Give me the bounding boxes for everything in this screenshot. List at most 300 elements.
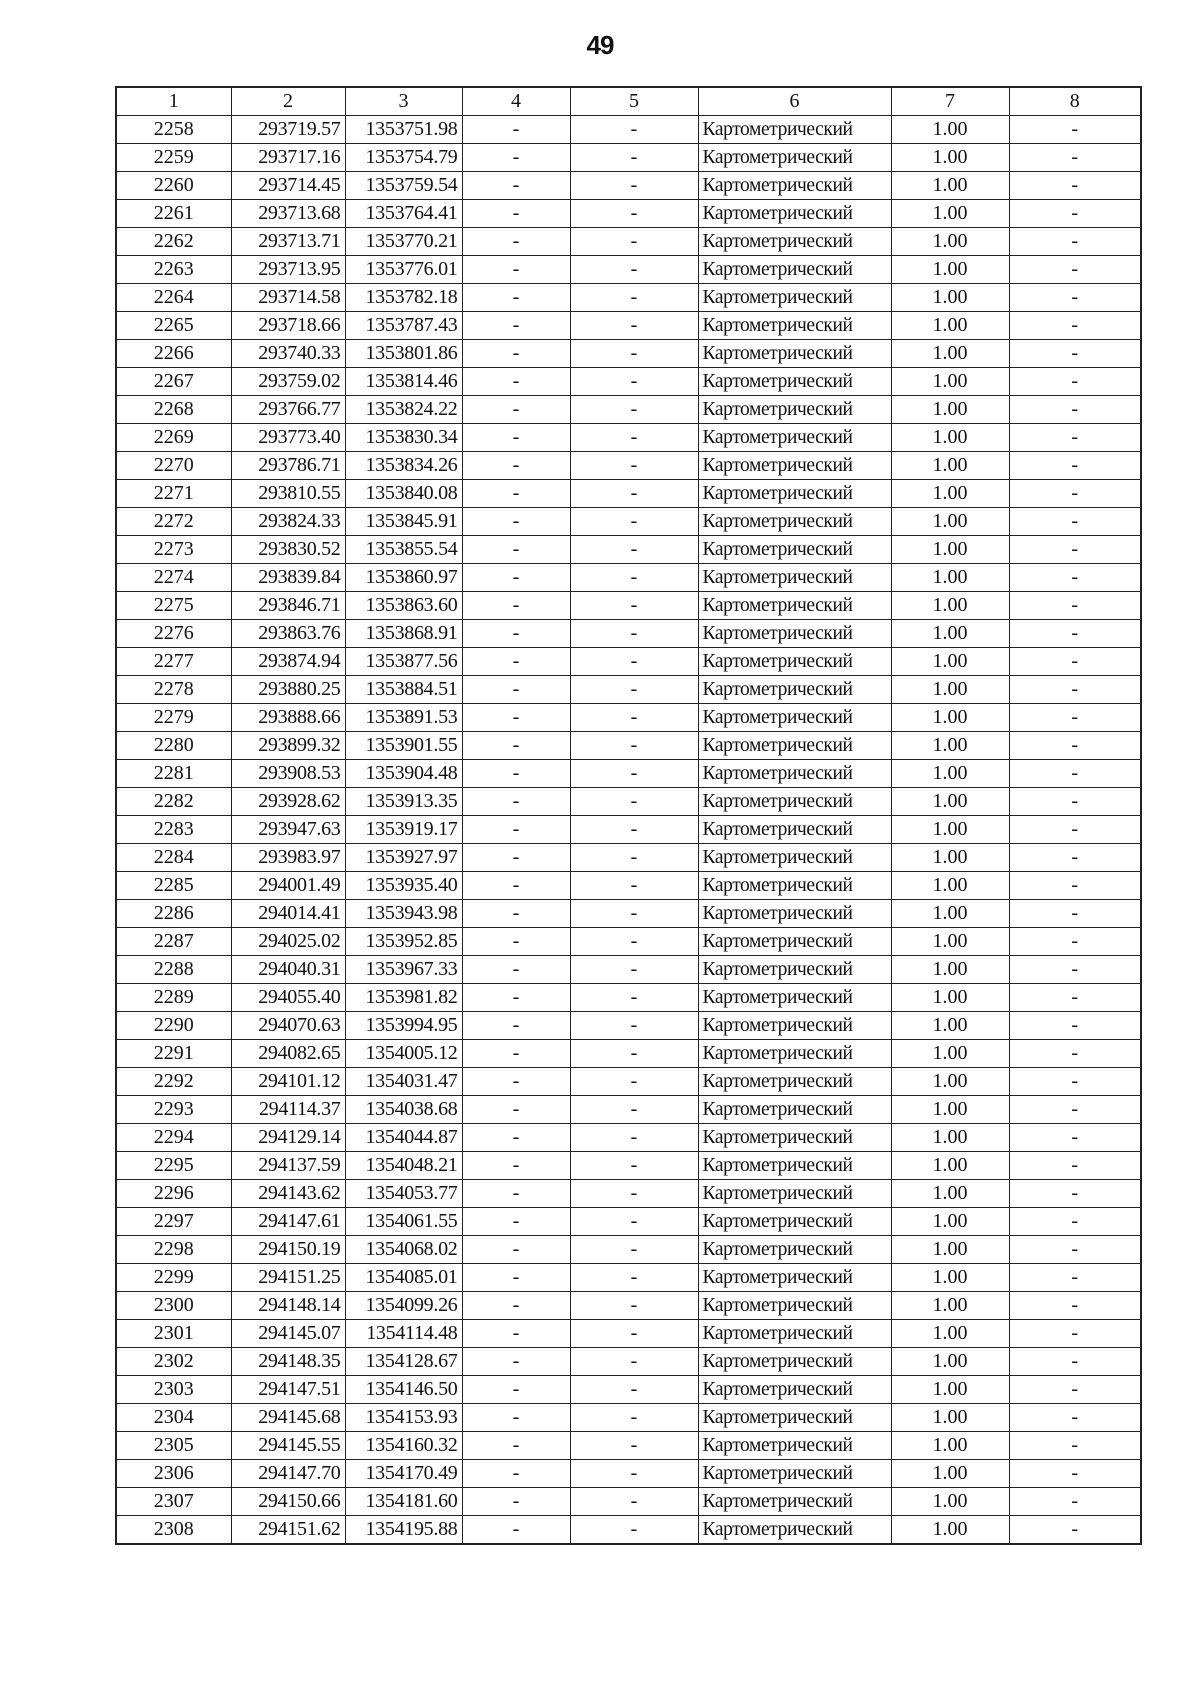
y-coordinate-cell: 1353901.55	[345, 732, 462, 760]
x-coordinate-cell: 293766.77	[231, 396, 345, 424]
table-row	[116, 648, 1141, 676]
point-number-cell: 2277	[116, 648, 231, 676]
col-5-value-cell: -	[570, 620, 698, 648]
point-number-cell: 2276	[116, 620, 231, 648]
accuracy-cell: 1.00	[891, 1012, 1009, 1040]
col-4-value-cell: -	[462, 1460, 570, 1488]
accuracy-cell: 1.00	[891, 1516, 1009, 1545]
col-4-value-cell: -	[462, 620, 570, 648]
point-number-cell: 2284	[116, 844, 231, 872]
table-row	[116, 200, 1141, 228]
method-cell: Картометрический	[698, 704, 891, 732]
table-row	[116, 508, 1141, 536]
col-8-value-cell: -	[1009, 816, 1141, 844]
accuracy-cell: 1.00	[891, 284, 1009, 312]
table-row	[116, 256, 1141, 284]
table-row	[116, 1068, 1141, 1096]
method-cell: Картометрический	[698, 816, 891, 844]
point-number-cell: 2274	[116, 564, 231, 592]
col-4-value-cell: -	[462, 144, 570, 172]
column-header-1: 1	[116, 87, 231, 116]
y-coordinate-cell: 1354031.47	[345, 1068, 462, 1096]
x-coordinate-cell: 293717.16	[231, 144, 345, 172]
method-cell: Картометрический	[698, 648, 891, 676]
point-number-cell: 2261	[116, 200, 231, 228]
table-row	[116, 1180, 1141, 1208]
column-header-7: 7	[891, 87, 1009, 116]
col-4-value-cell: -	[462, 1348, 570, 1376]
x-coordinate-cell: 293874.94	[231, 648, 345, 676]
method-cell: Картометрический	[698, 1320, 891, 1348]
column-header-3: 3	[345, 87, 462, 116]
col-5-value-cell: -	[570, 760, 698, 788]
x-coordinate-cell: 293713.68	[231, 200, 345, 228]
table-row	[116, 872, 1141, 900]
col-8-value-cell: -	[1009, 1348, 1141, 1376]
point-number-cell: 2263	[116, 256, 231, 284]
col-4-value-cell: -	[462, 788, 570, 816]
method-cell: Картометрический	[698, 200, 891, 228]
table-row	[116, 396, 1141, 424]
table-row	[116, 536, 1141, 564]
col-8-value-cell: -	[1009, 1040, 1141, 1068]
accuracy-cell: 1.00	[891, 900, 1009, 928]
accuracy-cell: 1.00	[891, 1152, 1009, 1180]
accuracy-cell: 1.00	[891, 928, 1009, 956]
accuracy-cell: 1.00	[891, 956, 1009, 984]
method-cell: Картометрический	[698, 144, 891, 172]
y-coordinate-cell: 1353884.51	[345, 676, 462, 704]
accuracy-cell: 1.00	[891, 1348, 1009, 1376]
col-5-value-cell: -	[570, 452, 698, 480]
col-8-value-cell: -	[1009, 844, 1141, 872]
accuracy-cell: 1.00	[891, 1404, 1009, 1432]
point-number-cell: 2291	[116, 1040, 231, 1068]
col-8-value-cell: -	[1009, 732, 1141, 760]
col-4-value-cell: -	[462, 172, 570, 200]
col-8-value-cell: -	[1009, 200, 1141, 228]
y-coordinate-cell: 1354068.02	[345, 1236, 462, 1264]
accuracy-cell: 1.00	[891, 1124, 1009, 1152]
col-5-value-cell: -	[570, 676, 698, 704]
col-8-value-cell: -	[1009, 1124, 1141, 1152]
table-row	[116, 1208, 1141, 1236]
method-cell: Картометрический	[698, 956, 891, 984]
table-row	[116, 1320, 1141, 1348]
y-coordinate-cell: 1354153.93	[345, 1404, 462, 1432]
point-number-cell: 2265	[116, 312, 231, 340]
accuracy-cell: 1.00	[891, 424, 1009, 452]
column-header-2: 2	[231, 87, 345, 116]
col-5-value-cell: -	[570, 732, 698, 760]
col-5-value-cell: -	[570, 172, 698, 200]
col-4-value-cell: -	[462, 536, 570, 564]
point-number-cell: 2281	[116, 760, 231, 788]
table-row	[116, 1488, 1141, 1516]
method-cell: Картометрический	[698, 1236, 891, 1264]
method-cell: Картометрический	[698, 1012, 891, 1040]
col-8-value-cell: -	[1009, 704, 1141, 732]
method-cell: Картометрический	[698, 116, 891, 144]
col-5-value-cell: -	[570, 900, 698, 928]
col-5-value-cell: -	[570, 592, 698, 620]
col-8-value-cell: -	[1009, 144, 1141, 172]
col-5-value-cell: -	[570, 228, 698, 256]
x-coordinate-cell: 294147.51	[231, 1376, 345, 1404]
method-cell: Картометрический	[698, 732, 891, 760]
accuracy-cell: 1.00	[891, 508, 1009, 536]
accuracy-cell: 1.00	[891, 816, 1009, 844]
point-number-cell: 2259	[116, 144, 231, 172]
method-cell: Картометрический	[698, 564, 891, 592]
col-5-value-cell: -	[570, 312, 698, 340]
y-coordinate-cell: 1354128.67	[345, 1348, 462, 1376]
col-4-value-cell: -	[462, 284, 570, 312]
method-cell: Картометрический	[698, 1488, 891, 1516]
col-5-value-cell: -	[570, 424, 698, 452]
method-cell: Картометрический	[698, 592, 891, 620]
col-8-value-cell: -	[1009, 1292, 1141, 1320]
x-coordinate-cell: 294014.41	[231, 900, 345, 928]
point-number-cell: 2279	[116, 704, 231, 732]
x-coordinate-cell: 294150.19	[231, 1236, 345, 1264]
col-4-value-cell: -	[462, 844, 570, 872]
x-coordinate-cell: 293839.84	[231, 564, 345, 592]
accuracy-cell: 1.00	[891, 1320, 1009, 1348]
method-cell: Картометрический	[698, 312, 891, 340]
point-number-cell: 2262	[116, 228, 231, 256]
y-coordinate-cell: 1354181.60	[345, 1488, 462, 1516]
x-coordinate-cell: 294129.14	[231, 1124, 345, 1152]
table-row	[116, 172, 1141, 200]
col-5-value-cell: -	[570, 788, 698, 816]
y-coordinate-cell: 1353891.53	[345, 704, 462, 732]
x-coordinate-cell: 293983.97	[231, 844, 345, 872]
col-5-value-cell: -	[570, 256, 698, 284]
x-coordinate-cell: 293759.02	[231, 368, 345, 396]
col-4-value-cell: -	[462, 732, 570, 760]
y-coordinate-cell: 1353994.95	[345, 1012, 462, 1040]
col-4-value-cell: -	[462, 1152, 570, 1180]
col-4-value-cell: -	[462, 1040, 570, 1068]
accuracy-cell: 1.00	[891, 648, 1009, 676]
y-coordinate-cell: 1353751.98	[345, 116, 462, 144]
point-number-cell: 2289	[116, 984, 231, 1012]
col-8-value-cell: -	[1009, 1180, 1141, 1208]
table-row	[116, 1124, 1141, 1152]
table-row	[116, 676, 1141, 704]
col-8-value-cell: -	[1009, 1516, 1141, 1545]
table-row	[116, 1096, 1141, 1124]
point-number-cell: 2264	[116, 284, 231, 312]
col-4-value-cell: -	[462, 1404, 570, 1432]
y-coordinate-cell: 1353840.08	[345, 480, 462, 508]
y-coordinate-cell: 1354170.49	[345, 1460, 462, 1488]
method-cell: Картометрический	[698, 424, 891, 452]
accuracy-cell: 1.00	[891, 592, 1009, 620]
col-5-value-cell: -	[570, 284, 698, 312]
col-8-value-cell: -	[1009, 368, 1141, 396]
col-8-value-cell: -	[1009, 928, 1141, 956]
col-5-value-cell: -	[570, 844, 698, 872]
col-5-value-cell: -	[570, 144, 698, 172]
table-row	[116, 340, 1141, 368]
table-row	[116, 1404, 1141, 1432]
col-4-value-cell: -	[462, 1124, 570, 1152]
col-8-value-cell: -	[1009, 1152, 1141, 1180]
y-coordinate-cell: 1353981.82	[345, 984, 462, 1012]
col-5-value-cell: -	[570, 928, 698, 956]
x-coordinate-cell: 294025.02	[231, 928, 345, 956]
method-cell: Картометрический	[698, 536, 891, 564]
col-4-value-cell: -	[462, 1208, 570, 1236]
col-4-value-cell: -	[462, 956, 570, 984]
accuracy-cell: 1.00	[891, 1292, 1009, 1320]
col-8-value-cell: -	[1009, 1460, 1141, 1488]
x-coordinate-cell: 293719.57	[231, 116, 345, 144]
table-row	[116, 984, 1141, 1012]
y-coordinate-cell: 1353935.40	[345, 872, 462, 900]
y-coordinate-cell: 1353824.22	[345, 396, 462, 424]
y-coordinate-cell: 1353759.54	[345, 172, 462, 200]
col-5-value-cell: -	[570, 480, 698, 508]
y-coordinate-cell: 1354053.77	[345, 1180, 462, 1208]
col-8-value-cell: -	[1009, 1432, 1141, 1460]
col-5-value-cell: -	[570, 1124, 698, 1152]
col-5-value-cell: -	[570, 648, 698, 676]
col-4-value-cell: -	[462, 1320, 570, 1348]
table-header-row	[116, 87, 1141, 116]
accuracy-cell: 1.00	[891, 984, 1009, 1012]
y-coordinate-cell: 1353845.91	[345, 508, 462, 536]
x-coordinate-cell: 294148.35	[231, 1348, 345, 1376]
x-coordinate-cell: 293714.58	[231, 284, 345, 312]
table-row	[116, 1376, 1141, 1404]
col-8-value-cell: -	[1009, 1404, 1141, 1432]
col-4-value-cell: -	[462, 256, 570, 284]
accuracy-cell: 1.00	[891, 396, 1009, 424]
method-cell: Картометрический	[698, 1040, 891, 1068]
table-row	[116, 844, 1141, 872]
col-4-value-cell: -	[462, 368, 570, 396]
col-5-value-cell: -	[570, 872, 698, 900]
table-row	[116, 1460, 1141, 1488]
point-number-cell: 2292	[116, 1068, 231, 1096]
y-coordinate-cell: 1353863.60	[345, 592, 462, 620]
accuracy-cell: 1.00	[891, 1376, 1009, 1404]
accuracy-cell: 1.00	[891, 872, 1009, 900]
point-number-cell: 2285	[116, 872, 231, 900]
x-coordinate-cell: 294151.62	[231, 1516, 345, 1545]
y-coordinate-cell: 1354085.01	[345, 1264, 462, 1292]
accuracy-cell: 1.00	[891, 676, 1009, 704]
x-coordinate-cell: 294070.63	[231, 1012, 345, 1040]
accuracy-cell: 1.00	[891, 1208, 1009, 1236]
point-number-cell: 2307	[116, 1488, 231, 1516]
method-cell: Картометрический	[698, 620, 891, 648]
col-5-value-cell: -	[570, 956, 698, 984]
table-row	[116, 788, 1141, 816]
point-number-cell: 2267	[116, 368, 231, 396]
point-number-cell: 2271	[116, 480, 231, 508]
col-4-value-cell: -	[462, 1068, 570, 1096]
point-number-cell: 2297	[116, 1208, 231, 1236]
col-4-value-cell: -	[462, 480, 570, 508]
table-row	[116, 144, 1141, 172]
table-row	[116, 1012, 1141, 1040]
y-coordinate-cell: 1353952.85	[345, 928, 462, 956]
method-cell: Картометрический	[698, 1152, 891, 1180]
y-coordinate-cell: 1353855.54	[345, 536, 462, 564]
y-coordinate-cell: 1353904.48	[345, 760, 462, 788]
table-row	[116, 1432, 1141, 1460]
col-4-value-cell: -	[462, 396, 570, 424]
col-4-value-cell: -	[462, 872, 570, 900]
table-row	[116, 564, 1141, 592]
col-4-value-cell: -	[462, 1488, 570, 1516]
col-4-value-cell: -	[462, 1432, 570, 1460]
col-4-value-cell: -	[462, 508, 570, 536]
point-number-cell: 2266	[116, 340, 231, 368]
x-coordinate-cell: 294040.31	[231, 956, 345, 984]
x-coordinate-cell: 294101.12	[231, 1068, 345, 1096]
accuracy-cell: 1.00	[891, 368, 1009, 396]
x-coordinate-cell: 293786.71	[231, 452, 345, 480]
accuracy-cell: 1.00	[891, 704, 1009, 732]
x-coordinate-cell: 293713.95	[231, 256, 345, 284]
col-8-value-cell: -	[1009, 1012, 1141, 1040]
point-number-cell: 2294	[116, 1124, 231, 1152]
x-coordinate-cell: 293888.66	[231, 704, 345, 732]
col-4-value-cell: -	[462, 1376, 570, 1404]
accuracy-cell: 1.00	[891, 1264, 1009, 1292]
col-5-value-cell: -	[570, 564, 698, 592]
y-coordinate-cell: 1353834.26	[345, 452, 462, 480]
method-cell: Картометрический	[698, 480, 891, 508]
accuracy-cell: 1.00	[891, 620, 1009, 648]
col-4-value-cell: -	[462, 984, 570, 1012]
x-coordinate-cell: 294082.65	[231, 1040, 345, 1068]
x-coordinate-cell: 294055.40	[231, 984, 345, 1012]
col-5-value-cell: -	[570, 1152, 698, 1180]
method-cell: Картометрический	[698, 1068, 891, 1096]
col-4-value-cell: -	[462, 1516, 570, 1545]
col-4-value-cell: -	[462, 1096, 570, 1124]
y-coordinate-cell: 1353913.35	[345, 788, 462, 816]
point-number-cell: 2270	[116, 452, 231, 480]
method-cell: Картометрический	[698, 452, 891, 480]
point-number-cell: 2258	[116, 116, 231, 144]
y-coordinate-cell: 1354195.88	[345, 1516, 462, 1545]
col-8-value-cell: -	[1009, 620, 1141, 648]
col-4-value-cell: -	[462, 676, 570, 704]
col-4-value-cell: -	[462, 424, 570, 452]
table-row	[116, 312, 1141, 340]
accuracy-cell: 1.00	[891, 1180, 1009, 1208]
method-cell: Картометрический	[698, 228, 891, 256]
col-5-value-cell: -	[570, 1180, 698, 1208]
y-coordinate-cell: 1354114.48	[345, 1320, 462, 1348]
accuracy-cell: 1.00	[891, 1236, 1009, 1264]
table-body	[116, 116, 1141, 1545]
col-5-value-cell: -	[570, 1460, 698, 1488]
table-row	[116, 592, 1141, 620]
method-cell: Картометрический	[698, 984, 891, 1012]
accuracy-cell: 1.00	[891, 1096, 1009, 1124]
x-coordinate-cell: 293928.62	[231, 788, 345, 816]
method-cell: Картометрический	[698, 1208, 891, 1236]
col-4-value-cell: -	[462, 312, 570, 340]
method-cell: Картометрический	[698, 1124, 891, 1152]
x-coordinate-cell: 293830.52	[231, 536, 345, 564]
method-cell: Картометрический	[698, 1516, 891, 1545]
accuracy-cell: 1.00	[891, 480, 1009, 508]
col-8-value-cell: -	[1009, 788, 1141, 816]
method-cell: Картометрический	[698, 1404, 891, 1432]
accuracy-cell: 1.00	[891, 200, 1009, 228]
table-row	[116, 116, 1141, 144]
col-5-value-cell: -	[570, 1236, 698, 1264]
table-row	[116, 732, 1141, 760]
accuracy-cell: 1.00	[891, 536, 1009, 564]
col-5-value-cell: -	[570, 816, 698, 844]
x-coordinate-cell: 293714.45	[231, 172, 345, 200]
x-coordinate-cell: 293880.25	[231, 676, 345, 704]
col-8-value-cell: -	[1009, 396, 1141, 424]
col-5-value-cell: -	[570, 1292, 698, 1320]
y-coordinate-cell: 1354061.55	[345, 1208, 462, 1236]
accuracy-cell: 1.00	[891, 144, 1009, 172]
x-coordinate-cell: 293947.63	[231, 816, 345, 844]
y-coordinate-cell: 1353764.41	[345, 200, 462, 228]
accuracy-cell: 1.00	[891, 1068, 1009, 1096]
page-number: 49	[586, 30, 614, 60]
col-4-value-cell: -	[462, 816, 570, 844]
col-5-value-cell: -	[570, 1096, 698, 1124]
point-number-cell: 2304	[116, 1404, 231, 1432]
col-5-value-cell: -	[570, 1208, 698, 1236]
col-8-value-cell: -	[1009, 1488, 1141, 1516]
col-5-value-cell: -	[570, 200, 698, 228]
col-5-value-cell: -	[570, 1320, 698, 1348]
col-5-value-cell: -	[570, 396, 698, 424]
col-8-value-cell: -	[1009, 648, 1141, 676]
x-coordinate-cell: 293908.53	[231, 760, 345, 788]
col-5-value-cell: -	[570, 116, 698, 144]
point-number-cell: 2282	[116, 788, 231, 816]
col-5-value-cell: -	[570, 704, 698, 732]
col-4-value-cell: -	[462, 1012, 570, 1040]
table-row	[116, 1152, 1141, 1180]
point-number-cell: 2308	[116, 1516, 231, 1545]
method-cell: Картометрический	[698, 676, 891, 704]
point-number-cell: 2290	[116, 1012, 231, 1040]
x-coordinate-cell: 293824.33	[231, 508, 345, 536]
accuracy-cell: 1.00	[891, 732, 1009, 760]
table-row	[116, 452, 1141, 480]
col-8-value-cell: -	[1009, 452, 1141, 480]
col-8-value-cell: -	[1009, 1096, 1141, 1124]
col-8-value-cell: -	[1009, 1320, 1141, 1348]
table-row	[116, 284, 1141, 312]
table-row	[116, 1236, 1141, 1264]
point-number-cell: 2298	[116, 1236, 231, 1264]
method-cell: Картометрический	[698, 172, 891, 200]
method-cell: Картометрический	[698, 284, 891, 312]
y-coordinate-cell: 1353877.56	[345, 648, 462, 676]
point-number-cell: 2301	[116, 1320, 231, 1348]
table-row	[116, 368, 1141, 396]
